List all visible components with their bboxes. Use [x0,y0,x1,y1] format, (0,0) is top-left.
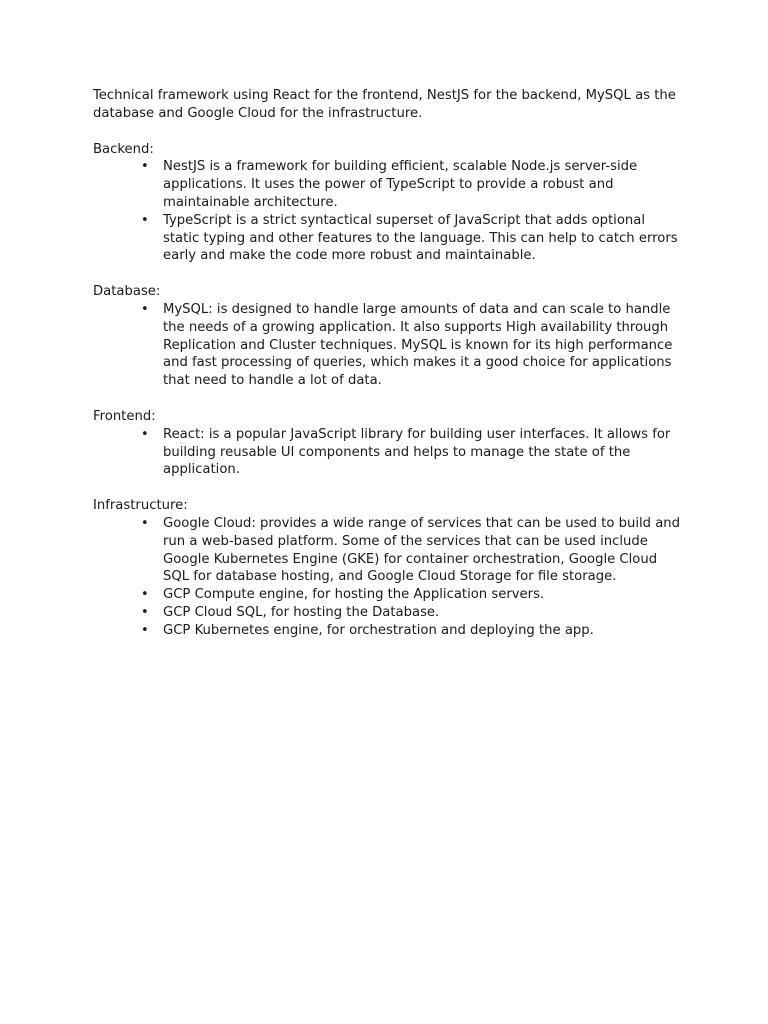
list-item-text: NestJS is a framework for building efficient, scalable Node.js server-side applications. It uses the power of TypeScript to provide a robust and maintainable architecture. [163,159,638,210]
bullet-icon: • [141,301,149,317]
bullet-icon: • [141,515,149,531]
section-heading: Database: [93,284,161,300]
bullet-icon: • [141,212,149,228]
list-item [93,426,683,479]
section-database [93,283,683,390]
bullet-icon: • [141,426,149,442]
section-heading: Backend: [93,141,154,157]
bullet-list [93,158,683,265]
list-item [93,586,683,604]
list-item [93,158,683,211]
bullet-list [93,301,683,390]
intro-paragraph: Technical framework using React for the frontend, NestJS for the backend, MySQL as the database and Google Cloud for the infrastructure. [93,88,676,121]
list-item-text: Google Cloud: provides a wide range of services that can be used to build and run a web-based platform. Some of the services that can be used include Google Kubernetes Engine (GKE) for container orchestration, Google Cloud SQL for database hosting, and Google Cloud Storage for file storage. [163,515,681,585]
bullet-icon: • [141,604,149,620]
list-item-text: GCP Kubernetes engine, for orchestration and deploying the app. [163,622,594,638]
section-infrastructure [93,497,683,639]
bullet-icon: • [141,587,149,603]
bullet-list [93,426,683,479]
bullet-list [93,515,683,640]
section-frontend [93,408,683,479]
list-item-text: TypeScript is a strict syntactical superset of JavaScript that adds optional static typing and other features to the language. This can help to catch errors early and make the code more robust and maintainable. [163,212,678,264]
list-item [93,604,683,622]
list-item [93,301,683,390]
section-heading: Frontend: [93,408,156,424]
list-item-text: GCP Compute engine, for hosting the Application servers. [163,587,545,603]
section-heading: Infrastructure: [93,498,188,514]
list-item [93,212,683,265]
list-item [93,515,683,586]
list-item-text: GCP Cloud SQL, for hosting the Database. [163,604,440,620]
section-backend [93,141,683,266]
list-item-text: MySQL: is designed to handle large amounts of data and can scale to handle the needs of a growing application. It also supports High availability through Replication and Cluster techniques. MySQL is known for its high performance and fast processing of queries, which makes it a good choice for applications that need to handle a lot of data. [163,301,673,389]
bullet-icon: • [141,159,149,175]
list-item [93,622,683,640]
list-item-text: React: is a popular JavaScript library for building user interfaces. It allows for building reusable UI components and helps to manage the state of the application. [163,426,671,478]
bullet-icon: • [141,622,149,638]
document-body [93,87,683,658]
